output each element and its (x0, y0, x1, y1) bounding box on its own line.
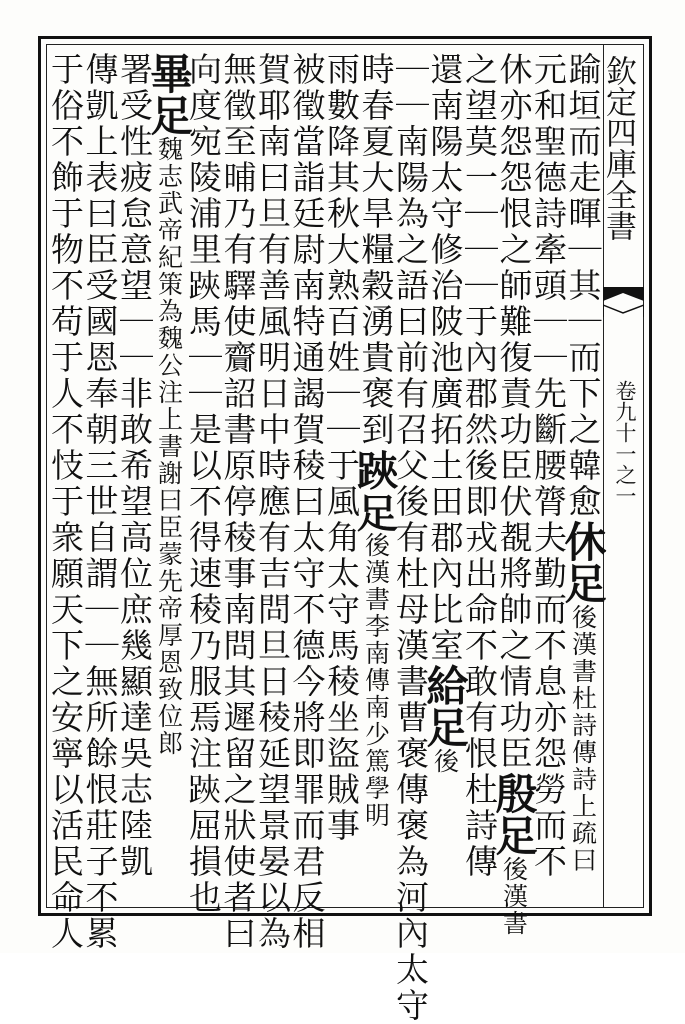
column-text: 之望莫一｜｜｜于內郡然後即戎出命不敢有恨 (460, 52, 499, 772)
fishtail-mark-icon (603, 287, 644, 317)
column-text: 賀耶南曰旦有善風明日中時應有吉問旦日稜延望景晏以為 (253, 52, 292, 952)
column-text: 雨數降其秋大熟百姓｜｜ (322, 52, 361, 448)
entry-commentary: 夫勤而不息亦怨勞而不 (529, 520, 568, 880)
entry-commentary: 魏志武帝紀策為魏公注上書謝曰臣蒙先帝厚恩致位郎 (154, 136, 184, 757)
text-column (42, 52, 88, 952)
book-title: 欽定四庫全書 (600, 55, 636, 241)
entry-headword: 休足 (558, 520, 608, 604)
entry-commentary: 杜詩傳 (460, 772, 499, 880)
column-text: 休亦怨怨恨之師難復責功臣伏覩將帥之情功臣 (494, 52, 534, 772)
column-text: 元和聖德詩牽頭｜｜先斷腰膂 (529, 52, 568, 520)
entry-headword: 畢足 (144, 52, 194, 136)
entry-commentary: 漢書曹褒傳褒為河內太守 (391, 628, 430, 1024)
column-text: 時春夏大旱糧穀湧貴褒到 (356, 52, 396, 448)
column-text: 傳凱上表曰臣受國恩奉朝三世自謂｜｜無所餘恨莊子不累 (80, 52, 120, 952)
column-text: 署受性疲怠意望｜｜非敢希望高位庶幾顯達吳志陸凱 (115, 52, 154, 880)
column-text: 向度宛陵浦里𨁂馬｜｜是以不得速稜乃服焉注𨁂屈損也 (184, 52, 223, 916)
column-text: ｜｜南陽為之語曰前有召父後有杜母 (391, 52, 430, 628)
entry-commentary: 後漢書杜詩傳詩上疏曰 (568, 604, 598, 874)
entry-commentary: 後 (430, 748, 460, 775)
column-text: 踰垣而走暉｜其｜而下之韓愈 (563, 52, 603, 520)
entry-commentary: 後漢書 (499, 856, 529, 937)
column-text: 被徵當詣廷尉南特通謁賀稜曰太守不德今將即罪而君反相 (287, 52, 327, 952)
entry-commentary: 後漢書李南傳南少篤學明 (361, 532, 391, 829)
column-text: 無徵至晡乃有驛使齎詔書原停稜事南問其遲留之狀使者曰 (218, 52, 258, 952)
entry-commentary: 于風角太守馬稜坐盜賊事 (322, 448, 361, 844)
entry-headword: 殷足 (489, 772, 539, 856)
entry-headword: 給足 (420, 664, 470, 748)
column-text: 還南陽太守修治陂池廣拓土田郡內比室 (425, 52, 465, 664)
volume-label: 卷九十一之一 (613, 380, 637, 506)
entry-headword: 𨁂足 (351, 448, 401, 532)
column-text: 于俗不飾于物不苟于人不忮于衆願天下之安寧以活民命人 (46, 52, 85, 952)
